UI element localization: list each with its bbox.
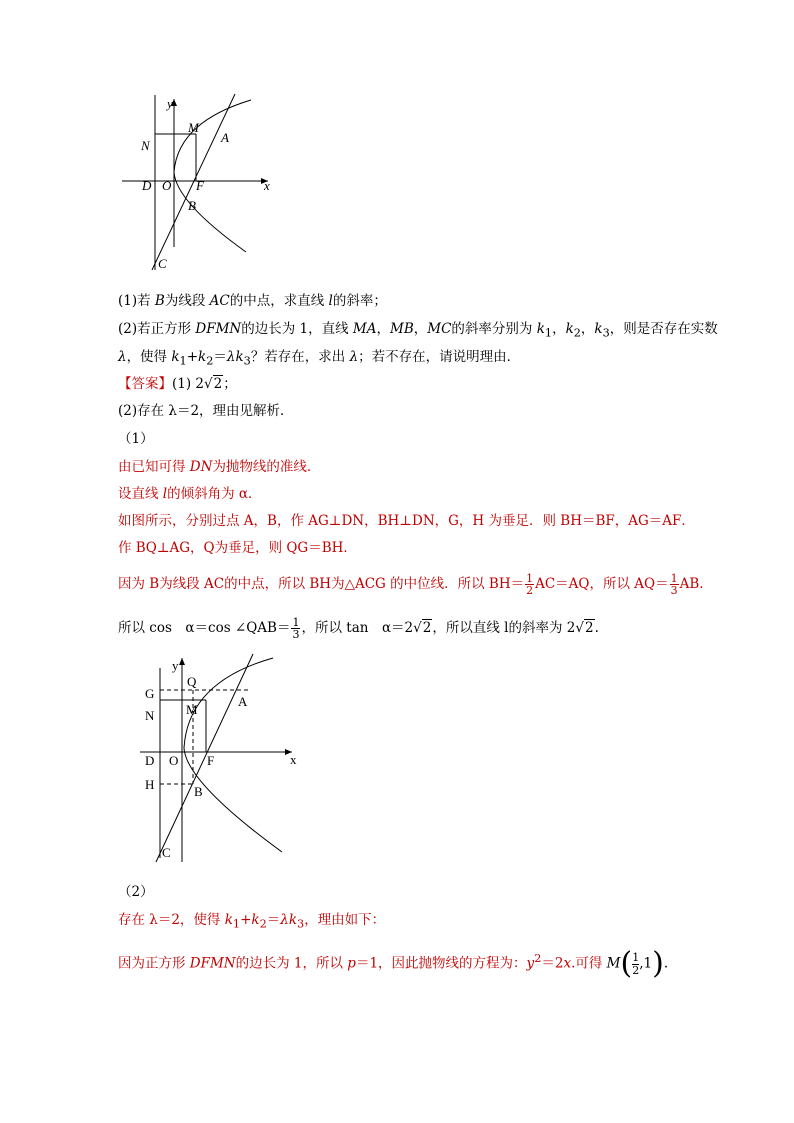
frac-num: 1 bbox=[670, 572, 678, 585]
solution-line-3: 如图所示，分别过点 A，B，作 AG⊥DN，BH⊥DN，G，H 为垂足．则 BH＝BF，AG＝AF． bbox=[118, 513, 695, 529]
q2-lambda: λ bbox=[118, 349, 127, 365]
solution-line-6: 所以 cos α＝cos ∠QAB＝ $\frac{1}{3}$ ，所以 tan α＝2√2，所以直线 l的斜率为 2√2. bbox=[118, 616, 599, 641]
label-M: M bbox=[188, 120, 199, 135]
frac-den: 3 bbox=[670, 584, 678, 597]
sol-DN: DN bbox=[189, 459, 213, 475]
sol-alpha: α bbox=[238, 486, 249, 502]
sol-text: . bbox=[663, 955, 669, 972]
label-F: F bbox=[207, 753, 215, 768]
label-B: B bbox=[188, 198, 196, 213]
q2-text: 的斜率分别为 bbox=[451, 321, 537, 337]
q2-MA: MA bbox=[352, 321, 377, 337]
sol-text: ，所以 tan α＝2 bbox=[301, 620, 414, 636]
label-x: x bbox=[290, 752, 297, 767]
label-x: x bbox=[264, 178, 270, 193]
frac-num: 1 bbox=[292, 616, 300, 629]
sol-x: x bbox=[563, 955, 572, 972]
q2-text: (2)若正方形 bbox=[118, 321, 196, 337]
q2-text: ， bbox=[580, 321, 595, 337]
q2-lambda: λ bbox=[349, 349, 359, 365]
question-2-line-2 bbox=[118, 347, 520, 372]
q2-sub: 1 bbox=[179, 354, 187, 368]
sol-text: 因为正方形 bbox=[118, 955, 190, 972]
solution-line-5 bbox=[118, 570, 704, 598]
sol-plus: + bbox=[240, 912, 252, 928]
sol-sub: 3 bbox=[297, 917, 305, 931]
label-B: B bbox=[194, 784, 203, 799]
answer-text: (1) 2 bbox=[172, 376, 205, 392]
parabola bbox=[184, 658, 282, 852]
answer-radicand: 2 bbox=[213, 376, 223, 392]
frac-num: 1 bbox=[526, 572, 534, 585]
sol-text: 设直线 bbox=[118, 486, 163, 502]
q2-text: ， bbox=[376, 321, 390, 337]
label-C: C bbox=[158, 256, 167, 271]
part-1-label: （1） bbox=[118, 431, 154, 447]
label-A: A bbox=[221, 130, 229, 145]
solution-2-line-2 bbox=[118, 942, 668, 981]
solution-line-2 bbox=[118, 484, 262, 504]
label-Q: Q bbox=[187, 674, 197, 689]
sol-eq: ＝ bbox=[266, 912, 281, 928]
q2-DFMN: DFMN bbox=[195, 321, 242, 337]
label-O: O bbox=[169, 753, 179, 768]
sol-text: 存在 λ＝2，使得 bbox=[118, 912, 225, 928]
question-2-line-1 bbox=[118, 319, 718, 344]
paren-right: ) bbox=[652, 946, 664, 981]
sol-text: 的边长为 1，所以 bbox=[235, 955, 348, 972]
q2-k2: k bbox=[565, 321, 574, 337]
answer-line: 【答案】(1) 2√2； bbox=[118, 376, 237, 392]
sol-text: AB. bbox=[679, 576, 704, 592]
q2-text: ？若存在，求出 bbox=[250, 349, 350, 365]
q2-k1: k bbox=[536, 321, 545, 337]
q2-k3: k bbox=[235, 349, 244, 365]
frac-den: 2 bbox=[632, 963, 640, 977]
q2-sub: 2 bbox=[206, 354, 214, 368]
sol-l: l bbox=[162, 486, 168, 502]
solution-line-4: 作 BQ⊥AG，Q为垂足，则 QG＝BH． bbox=[118, 540, 357, 556]
frac-den: 2 bbox=[526, 584, 534, 597]
sol-text: . bbox=[594, 620, 599, 636]
fraction-third bbox=[670, 573, 679, 596]
q2-k3: k bbox=[594, 321, 603, 337]
q2-k1: k bbox=[171, 349, 180, 365]
q2-text: ， bbox=[552, 321, 566, 337]
figure-1 bbox=[118, 92, 288, 276]
sol-sup: 2 bbox=[534, 952, 542, 965]
figure-2-svg bbox=[140, 652, 310, 866]
answer-tag: 【答案】 bbox=[118, 376, 172, 392]
label-D: D bbox=[142, 178, 152, 193]
solution-line-1 bbox=[118, 457, 320, 477]
sol-coord: ,1 bbox=[639, 955, 653, 972]
frac-den: 3 bbox=[292, 628, 300, 641]
frac-num: 1 bbox=[632, 950, 640, 964]
q2-text: ，使得 bbox=[126, 349, 172, 365]
q2-sub: 2 bbox=[573, 326, 581, 340]
label-y: y bbox=[172, 658, 179, 673]
q1-text: (1)若 bbox=[118, 293, 155, 309]
fraction-third bbox=[291, 617, 300, 640]
sol-k1: k bbox=[224, 912, 233, 928]
q2-plus: + bbox=[186, 349, 199, 365]
label-G: G bbox=[145, 686, 155, 701]
sol-k3: k bbox=[288, 912, 298, 928]
q2-sub: 3 bbox=[602, 326, 610, 340]
sol-text: ＝1，因此抛物线的方程为： bbox=[355, 955, 527, 972]
sol-y: y bbox=[526, 955, 535, 972]
sol-text: ． bbox=[248, 486, 262, 502]
solution-2-line-1 bbox=[118, 910, 385, 935]
sol-text: 所以 cos α＝cos ∠QAB＝ bbox=[118, 620, 291, 636]
q2-eq: ＝ bbox=[213, 349, 227, 365]
q1-AC: AC bbox=[209, 293, 230, 309]
y-axis-arrow bbox=[179, 658, 185, 665]
sol-M: M bbox=[606, 955, 621, 972]
q2-text: ，则是否存在实数 bbox=[609, 321, 718, 337]
paren-left: ( bbox=[620, 946, 633, 981]
figure-2 bbox=[140, 652, 310, 866]
sol-text: 因为 B为线段 AC的中点，所以 BH为△ACG 的中位线．所以 BH＝ bbox=[118, 576, 525, 592]
q2-sub: 3 bbox=[243, 354, 251, 368]
sol-p: p bbox=[347, 955, 356, 972]
label-y: y bbox=[167, 96, 173, 111]
radicand: 2 bbox=[584, 620, 594, 636]
label-F: F bbox=[196, 178, 204, 193]
sol-sub: 2 bbox=[259, 917, 267, 931]
q2-sub: 1 bbox=[544, 326, 553, 340]
question-1 bbox=[118, 291, 387, 311]
label-O: O bbox=[162, 178, 172, 193]
sol-text: ，所以直线 l的斜率为 2 bbox=[432, 620, 576, 636]
label-N: N bbox=[145, 708, 155, 723]
answer-text: ； bbox=[223, 376, 237, 392]
fraction-half bbox=[525, 573, 534, 596]
q2-text: 的边长为 1，直线 bbox=[241, 321, 353, 337]
sol-k2: k bbox=[251, 912, 260, 928]
label-N: N bbox=[141, 138, 150, 153]
sol-text: 由已知可得 bbox=[118, 459, 190, 475]
q1-l: l bbox=[328, 293, 333, 309]
label-C: C bbox=[162, 845, 171, 860]
label-D: D bbox=[145, 753, 155, 768]
sol-text: ＝2 bbox=[541, 955, 564, 972]
q2-MC: MC bbox=[427, 321, 452, 337]
label-H: H bbox=[145, 777, 155, 792]
sol-text: ，理由如下： bbox=[304, 912, 386, 928]
q2-k2: k bbox=[198, 349, 207, 365]
sol-DFMN: DFMN bbox=[189, 955, 236, 972]
parabola bbox=[174, 100, 251, 252]
q2-lambda: λ bbox=[226, 349, 236, 365]
sol-text: AC＝AQ，所以 AQ＝ bbox=[535, 576, 669, 592]
q2-text: ， bbox=[413, 321, 428, 337]
q2-MB: MB bbox=[390, 321, 414, 337]
sol-text: 的倾斜角为 bbox=[167, 486, 239, 502]
label-A: A bbox=[238, 694, 248, 709]
answer-line-2: (2)存在 λ＝2，理由见解析． bbox=[118, 403, 294, 419]
q1-B: B bbox=[154, 293, 165, 309]
part-2-label: （2） bbox=[118, 884, 154, 900]
q2-text: ；若不存在，请说明理由． bbox=[358, 349, 521, 365]
figure-1-svg bbox=[118, 92, 288, 276]
label-M: M bbox=[186, 702, 198, 717]
q1-text: 为线段 bbox=[164, 293, 210, 309]
sol-lambda: λ bbox=[280, 912, 289, 928]
q1-text: 的斜率； bbox=[332, 293, 387, 309]
q1-text: 的中点，求直线 bbox=[229, 293, 329, 309]
sol-text: 为抛物线的准线． bbox=[212, 459, 321, 475]
sol-sub: 1 bbox=[232, 917, 241, 931]
radicand: 2 bbox=[422, 620, 432, 636]
sol-text: .可得 bbox=[571, 955, 607, 972]
